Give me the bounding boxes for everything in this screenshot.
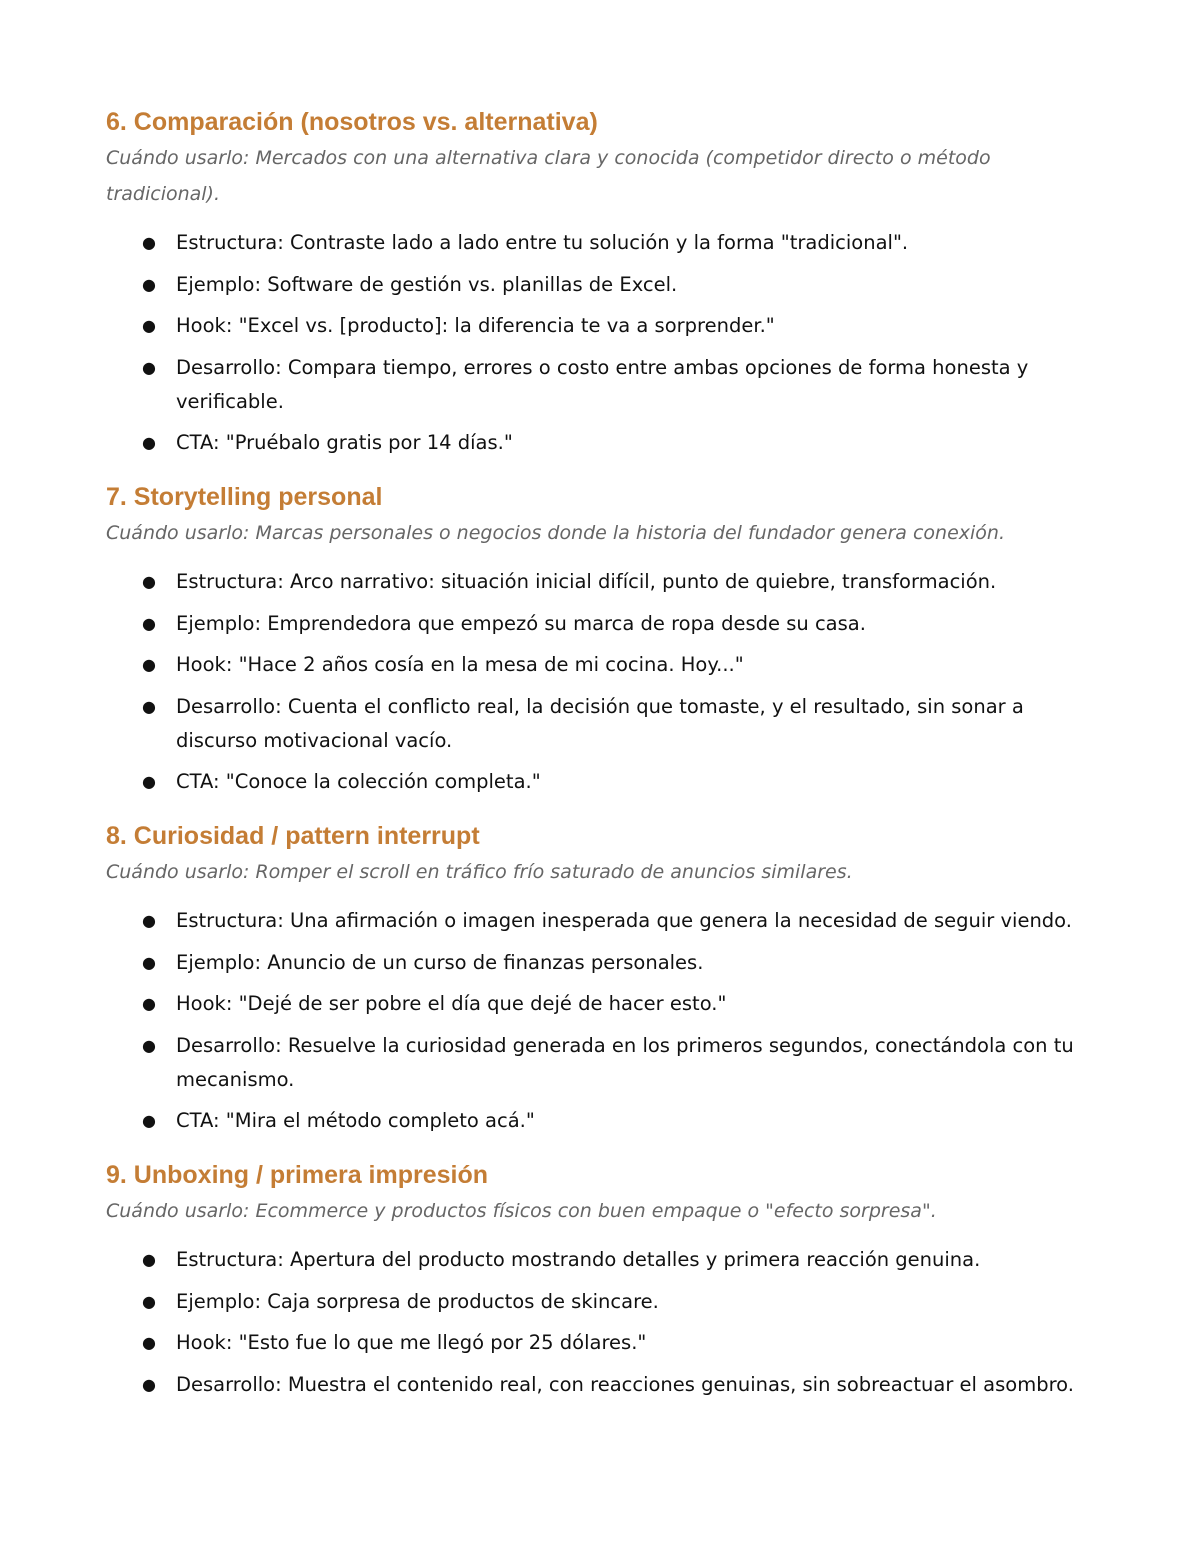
- list-item: [106, 1326, 1096, 1360]
- list-item: [106, 607, 1096, 641]
- list-item-text: CTA: "Conoce la colección completa.": [176, 770, 541, 793]
- list-item: [106, 1368, 1096, 1402]
- bullet-icon: ●: [142, 772, 156, 791]
- section-unboxing: [106, 1157, 1096, 1402]
- list-item-text: Ejemplo: Software de gestión vs. planillas de Excel.: [176, 272, 678, 296]
- bullet-icon: ●: [142, 572, 156, 591]
- list-item-text: Ejemplo: Emprendedora que empezó su marca de ropa desde su casa.: [176, 611, 866, 635]
- bullet-icon: ●: [142, 1250, 156, 1269]
- section-when-to-use: Cuándo usarlo: Romper el scroll en tráfico frío saturado de anuncios similares.: [106, 861, 853, 883]
- list-item-text: Estructura: Arco narrativo: situación inicial difícil, punto de quiebre, transformación.: [176, 570, 997, 593]
- list-item-text: Estructura: Contraste lado a lado entre tu solución y la forma "tradicional".: [176, 231, 909, 254]
- list-item-text: Desarrollo: Resuelve la curiosidad generada en los primeros segundos, conectándola con tu mecanismo.: [176, 1033, 1074, 1091]
- section-comparacion: [106, 104, 1096, 460]
- bullet-icon: ●: [142, 952, 156, 972]
- bullet-icon: ●: [142, 433, 156, 452]
- bullet-icon: ●: [142, 911, 156, 930]
- list-item: [106, 309, 1096, 343]
- list-item-text: Hook: "Excel vs. [producto]: la diferencia te va a sorprender.": [176, 314, 775, 337]
- list-item-text: Estructura: Apertura del producto mostrando detalles y primera reacción genuina.: [176, 1248, 981, 1271]
- bullet-icon: ●: [142, 655, 156, 674]
- list-item: [106, 1104, 1096, 1138]
- list-item-text: CTA: "Mira el método completo acá.": [176, 1109, 535, 1132]
- section-list: [106, 565, 1096, 799]
- list-item: [106, 268, 1096, 302]
- list-item-text: Ejemplo: Anuncio de un curso de finanzas personales.: [176, 950, 704, 974]
- list-item: [106, 1243, 1096, 1277]
- bullet-icon: ●: [142, 1374, 156, 1394]
- section-list: [106, 1243, 1096, 1402]
- list-item: [106, 226, 1096, 260]
- list-item: [106, 351, 1096, 419]
- list-item: [106, 1029, 1096, 1097]
- list-item: [106, 987, 1096, 1021]
- bullet-icon: ●: [142, 274, 156, 294]
- bullet-icon: ●: [142, 994, 156, 1013]
- section-storytelling: [106, 479, 1096, 799]
- bullet-icon: ●: [142, 357, 156, 377]
- list-item-text: Desarrollo: Compara tiempo, errores o costo entre ambas opciones de forma honesta y verificable.: [176, 355, 1029, 413]
- bullet-icon: ●: [142, 613, 156, 633]
- section-list: [106, 226, 1096, 460]
- bullet-icon: ●: [142, 696, 156, 716]
- section-heading: 6. Comparación (nosotros vs. alternativa): [106, 108, 598, 136]
- bullet-icon: ●: [142, 1333, 156, 1352]
- list-item: [106, 946, 1096, 980]
- list-item-text: Desarrollo: Cuenta el conflicto real, la decisión que tomaste, y el resultado, sin sonar a discurso motivacional vacío.: [176, 694, 1024, 752]
- list-item-text: CTA: "Pruébalo gratis por 14 días.": [176, 431, 513, 454]
- section-curiosidad: [106, 818, 1096, 1138]
- list-item-text: Estructura: Una afirmación o imagen inesperada que genera la necesidad de seguir viendo.: [176, 909, 1072, 932]
- section-heading: 9. Unboxing / primera impresión: [106, 1161, 489, 1189]
- section-when-to-use: Cuándo usarlo: Ecommerce y productos físicos con buen empaque o "efecto sorpresa".: [106, 1200, 937, 1222]
- list-item: [106, 690, 1096, 758]
- bullet-icon: ●: [142, 1291, 156, 1311]
- section-when-to-use: Cuándo usarlo: Marcas personales o negocios donde la historia del fundador genera conexión.: [106, 522, 1006, 544]
- list-item-text: Hook: "Dejé de ser pobre el día que dejé de hacer esto.": [176, 992, 727, 1015]
- bullet-icon: ●: [142, 316, 156, 335]
- section-heading: 7. Storytelling personal: [106, 483, 383, 511]
- list-item: [106, 426, 1096, 460]
- list-item: [106, 904, 1096, 938]
- list-item: [106, 765, 1096, 799]
- list-item: [106, 565, 1096, 599]
- section-heading: 8. Curiosidad / pattern interrupt: [106, 822, 480, 850]
- bullet-icon: ●: [142, 233, 156, 252]
- bullet-icon: ●: [142, 1111, 156, 1130]
- list-item-text: Ejemplo: Caja sorpresa de productos de skincare.: [176, 1289, 659, 1313]
- section-when-to-use: Cuándo usarlo: Mercados con una alternativa clara y conocida (competidor directo o método tradicional).: [106, 147, 991, 205]
- section-list: [106, 904, 1096, 1138]
- list-item-text: Desarrollo: Muestra el contenido real, con reacciones genuinas, sin sobreactuar el asombro.: [176, 1372, 1074, 1396]
- list-item-text: Hook: "Esto fue lo que me llegó por 25 dólares.": [176, 1331, 647, 1354]
- document-page: [106, 104, 1096, 1421]
- list-item: [106, 648, 1096, 682]
- list-item: [106, 1285, 1096, 1319]
- bullet-icon: ●: [142, 1035, 156, 1055]
- list-item-text: Hook: "Hace 2 años cosía en la mesa de mi cocina. Hoy...": [176, 653, 744, 676]
